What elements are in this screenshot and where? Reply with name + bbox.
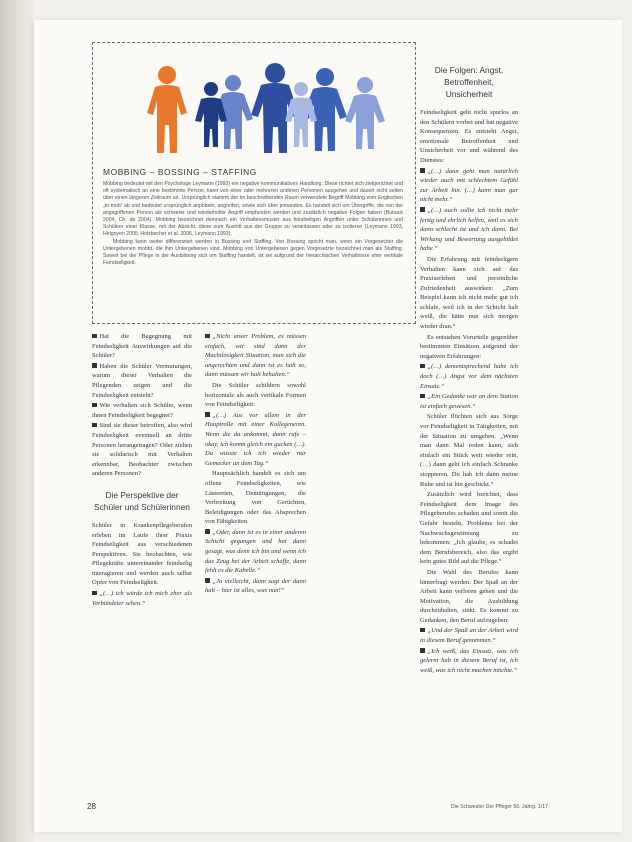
section-heading: Die Perspektive der Schüler und Schülerinnen	[94, 489, 190, 512]
quote-item: „Nicht unser Problem, es müssen einfach, wir sind dann der Machtlosigkeit Situation, man sich die ungerechten und dann ist es halt so, dann müssen wir halt behalten.“	[205, 333, 306, 379]
info-box	[92, 42, 416, 324]
square-bullet-icon	[205, 578, 210, 583]
bullet-question: Wie verhalten sich Schüler, wenn ihnen Feindseligkeit begegnet?	[92, 402, 192, 419]
journal-footer: Die Schwester Der Pfleger 56. Jahrg. 1/17	[450, 804, 548, 810]
quote-item: „(…) dann geht man natürlich wieder auch mit schlechtem Gefühl zur Arbeit hin. (…) kann man gar nicht mehr.“	[420, 167, 518, 204]
square-bullet-icon	[420, 628, 425, 633]
quote-item: „(…) Aus vor allem in der Hauptrolle mit einer Kollegeneren. Wenn die da ankommt, dann rufe – okay, ich komm gleich ein gucken (…). Da wusste ich ich wieder nur Gemecker an dem Tag.“	[205, 411, 306, 467]
square-bullet-icon	[92, 403, 97, 408]
square-bullet-icon	[205, 529, 210, 534]
square-bullet-icon	[420, 207, 425, 212]
column-left	[92, 332, 192, 609]
quote-item: „Ein Gedanke war an dem Station ist einfach gewesen.“	[420, 393, 518, 410]
column-right	[420, 64, 518, 676]
quote-item: „Ja vielleicht, dann sagt der dann halt – hier ist alles, was nun!“	[205, 577, 306, 595]
square-bullet-icon	[205, 412, 210, 417]
square-bullet-icon	[92, 423, 97, 428]
bullet-question: Hat die Begegnung mit Feindseligkeit Auswirkungen auf die Schüler?	[92, 333, 192, 360]
square-bullet-icon	[420, 648, 425, 653]
body-paragraph: Die Schüler schildern sowohl horizontale als auch vertikale Formen von Feindseligkeit:	[205, 381, 306, 409]
quote-item: „Und der Spaß an der Arbeit wird in diesem Beruf genommen.“	[420, 627, 518, 645]
quote-item: „(…) dementsprechend habe ich doch (…) Angst vor dem nächsten Einsatz.“	[420, 363, 518, 390]
square-bullet-icon	[92, 363, 97, 368]
body-paragraph: Es entstehen Vorurteile gegenüber bestimmten Einsätzen aufgrund der negativen Erfahrungen:	[420, 333, 518, 360]
isolated-orange-figure	[147, 66, 187, 153]
square-bullet-icon	[92, 591, 97, 596]
page-number: 28	[87, 802, 96, 811]
box-heading: MOBBING – BOSSING – STAFFING	[103, 167, 257, 177]
body-paragraph: Hauptsächlich handelt es sich um offene Feindseligkeiten, wie Lästereien, Demütigungen, die Verbreitung von Gerüchten, Beleidigungen oder das Absprechen von Fähigkeiten.	[205, 470, 306, 526]
column-middle	[205, 332, 306, 597]
box-body-text	[103, 181, 403, 323]
section-heading: Die Folgen: Angst, Betroffenheit, Unsicherheit	[434, 65, 504, 99]
square-bullet-icon	[205, 334, 210, 339]
blue-group-figures	[195, 63, 385, 153]
square-bullet-icon	[420, 394, 425, 399]
body-paragraph: Feindseligkeit geht nicht spurlos an den Schülern vorbei und hat negative Konsequenzen. Es entsteht Angst, emotionale Betroffenheit und Unsicherheit vor und während des Dienstes:	[420, 109, 518, 164]
quote-item: „(…) ich würde ich mich eher als Verbündeter sehen.“	[92, 590, 192, 607]
body-paragraph: Die Wahl des Berufes kann hinterfragt werden. Der Spaß an der Arbeit kann verloren gehen und die Motivation, die Ausbildung durchzuhalten, sinkt. Es kommt zu Gedanken, den Beruf aufzugeben:	[420, 568, 518, 624]
body-paragraph: Die Erfahrung mit feindseligem Verhalten kann sich auf das Praxiserleben und persönliche Zufriedenheit auswirken: „Zum Beispiel kann ich nicht mehr gut ich schlafe, weil ich in der Schicht halt weiß, die hätte nun sich morgen wieder dran.“	[420, 255, 518, 331]
mobbing-people-illustration	[103, 49, 403, 159]
square-bullet-icon	[420, 168, 425, 173]
body-paragraph: Zusätzlich wird berichtet, dass Feindseligkeit dem Image des Pflegeberufes schaden und somit die Gefahr besteht, Probleme bei der Nachwuchsgewinnung zu bekommen: „Ich glaube, es schadet dem Berufsbereich, also das ergibt kein gutes Bild auf die Pflege.“	[420, 491, 518, 566]
box-paragraph: Mobbing kann weiter differenziert werden in Bossing und Staffing. Von Bossing spricht man, wenn ein Vorgesetzter die Untergebenen mobbt, die ihm Untergebenen sind. Mobbing von Untergebenen gegen Vorgesetzte bezeichnet man als Staffing. Soweit bei der Pflege in der Ausbildung sich um Staffing handelt, ist sie aufgrund der hierarchischen Verhältnisse eher vertikale Feindseligkeit.	[103, 238, 403, 267]
body-paragraph: Schüler flüchten sich aus Sorge vor Feindseligkeit in Tätigkeiten, mit der Situation zu umgehen. „Wenn man dann Mal reden kann, sich einfach ein Stück weit wieder rein, (…) dann geht ich einfach Schranke stoppieren. Du hab ich dann meine Ruhe und ist hin geschickt.“	[420, 413, 518, 488]
quote-item: „(…) auch sollte ich nicht mehr fertig und ehrlich helfen, weil es sich dann schlecht ist und ich dann. Bei Wirkung und Bewertung ausgebildet habe.“	[420, 206, 518, 253]
binding-gutter	[0, 0, 34, 842]
bullet-question: Sind sie dieser betroffen, also wird Feindseligkeit eventuell an dritte Personen herangetragen? Oder ziehen sie solidarisch mit Verhalten erkennbar, Beobachter zwischen anderen Personen?	[92, 422, 192, 478]
bullet-question: Haben die Schüler Vermutungen, warum dieser Verhalten die Pflegenden zeigen und die Feindseligkeit entsteht?	[92, 362, 192, 399]
quote-item: „Ich weiß, das Einsatz, was ich gelernt hab in diesem Beruf ist, ich weiß, was ich nicht machen möchte.“	[420, 647, 518, 674]
box-paragraph: Mobbing bedeutet mit den Psychologe Leymann (1993) ein negative kommunikatives Handlung. Diese richtet sich zielgerichtet und oft systematisch an eine bestimmte Person, kann von einer oder mehreren anderen Personen ausgehen und dauert nicht selten über einen längeren Zeitraum an. Ursprünglich stammt der im beschreibenden Raum verwendete Begriff Mobbing vom Englischen „to mob“ ab und bedeutet ursprünglich anpöbeln, angreifen, sowie sich über jemanden. Es handelt sich um Übergriffe, die von der angegriffenen Person als schwerer und wiederholter Angriff empfunden werden und zusätzlich negative Folgen haben (Buback 2004, Ch. de 2004). Mobbing bezeichnet demnach ein Verhaltensmuster aus feindseligen Angriffen unter Schülerinnen und Schülern einer Klasse, mit der Absicht, diese zum Austritt aus der Gruppe zu veranlassen oder zu isolieren (Leymann 1993, Hirigoyen 2000, Holzbecher et al. 2006, Leymann 1993).	[103, 181, 403, 238]
square-bullet-icon	[420, 364, 425, 369]
body-paragraph: Schüler in Krankenpflegeberufen erleben im Laufe ihrer Praxis Feindseligkeit aus verschiedenen Perspektiven. Sie beobachten, wie Pflegekräfte untereinander feindselig interagieren und werden auch selbst Opfer von Feindseligkeit.	[92, 521, 192, 587]
quote-item: „Oder, dann ist es in einer anderen Schicht gegangen und hat dann gesagt, was denn ich bin und wenn ich das Zeug bei der Arbeit schaffe, dann fehlt es die Kabelle.“	[205, 528, 306, 575]
square-bullet-icon	[92, 334, 97, 339]
